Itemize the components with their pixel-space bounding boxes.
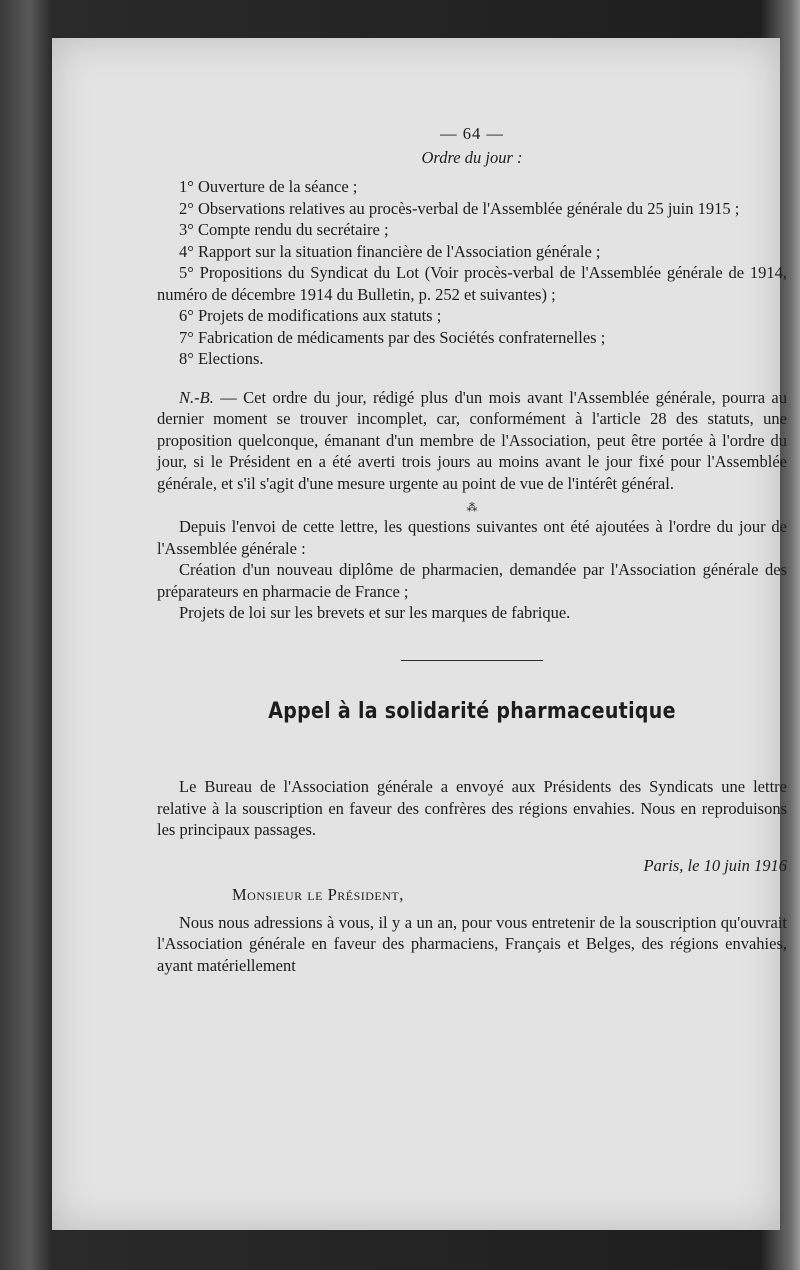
page-number: — 64 — — [440, 124, 504, 143]
nota-bene-text: — Cet ordre du jour, rédigé plus d'un mois avant l'Assemblée générale, pourra au dernier moment se trouver incomplet, car, conformément à l'article 28 des statuts, une proposition quelconque, émanant d'un membre de l'Association, peut être portée à l'ordre du jour, si le Président en a été averti trois jours au moins avant le jour fixé pour l'Assemblée générale, et s'il s'agit d'une mesure urgente au point de vue de l'intérêt général. — [157, 387, 787, 493]
letter-dateline — [157, 855, 787, 877]
agenda-item-7: 7° Fabrication de médicaments par des Sociétés confraternelles ; — [179, 327, 606, 347]
dateline-place: Paris, le — [643, 855, 704, 875]
agenda-item-5: 5° Propositions du Syndicat du Lot (Voir procès-verbal de l'Assemblée générale de 1914, numéro de décembre 1914 du Bulletin, p. 252 et suivantes) ; — [157, 263, 787, 304]
section-body — [157, 776, 787, 976]
addition-item-1: Création d'un nouveau diplôme de pharmacien, demandée par l'Association générale des préparateurs en pharmacie de France ; — [157, 560, 787, 601]
letter-body: Nous nous adressions à vous, il y a un an, pour vous entretenir de la souscription qu'ouvrait l'Association générale en faveur des pharmaciens, Français et Belges, des régions envahies, ayant matériellement — [157, 912, 787, 975]
section-intro: Le Bureau de l'Association générale a envoyé aux Présidents des Syndicats une lettre relative à la souscription en faveur des confrères des régions envahies. Nous en reproduisons les principaux passages. — [157, 777, 787, 839]
section-title: Appel à la solidarité pharmaceutique — [268, 697, 676, 724]
agenda-item-8: 8° Elections. — [179, 349, 264, 368]
asterism-separator: ⁂ — [466, 502, 478, 514]
agenda-item-1: 1° Ouverture de la séance ; — [179, 177, 358, 196]
page-content — [157, 123, 787, 976]
section-divider — [401, 660, 543, 661]
agenda-item-6: 6° Projets de modifications aux statuts ; — [179, 306, 442, 325]
additions-intro: Depuis l'envoi de cette lettre, les questions suivantes ont été ajoutées à l'ordre du jour de l'Assemblée générale : — [157, 517, 787, 558]
agenda-item-2: 2° Observations relatives au procès-verbal de l'Assemblée générale du 25 juin 1915 ; — [179, 198, 740, 218]
document-page — [52, 38, 787, 1230]
agenda-item-3: 3° Compte rendu du secrétaire ; — [179, 220, 389, 239]
agenda-title: Ordre du jour : — [421, 147, 523, 167]
nota-bene-label: N.-B. — [179, 387, 214, 407]
agenda-item-4: 4° Rapport sur la situation financière de l'Association générale ; — [179, 241, 601, 261]
dateline-date: 10 juin 1916 — [703, 855, 787, 875]
nota-bene-paragraph — [157, 387, 787, 495]
addition-item-2: Projets de loi sur les brevets et sur les marques de fabrique. — [179, 603, 571, 622]
agenda-list — [157, 176, 787, 370]
letter-salutation: Monsieur le Président, — [232, 885, 404, 904]
